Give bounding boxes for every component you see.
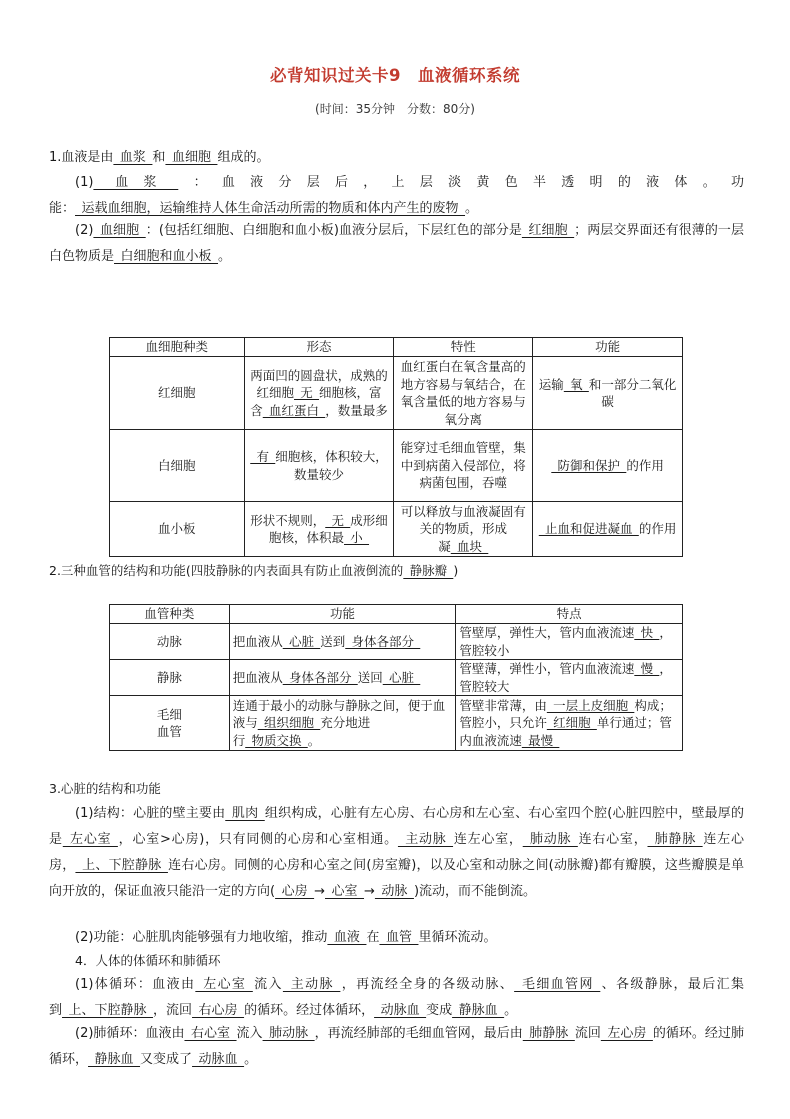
answer-blank: 动脉 [374, 884, 414, 899]
cell-type: 红细胞 [110, 357, 245, 430]
text-segment: 管壁厚，弹性大，管内血液流速 [459, 625, 635, 640]
text-segment: )流动，而不能倒流。 [413, 884, 537, 899]
answer-blank: 上、下腔静脉 [62, 1003, 154, 1018]
answer-blank: 心室 [325, 884, 365, 899]
cell-feature [394, 502, 533, 557]
text-segment: (1) [75, 175, 94, 190]
vessel-feature [456, 624, 683, 660]
answer-blank: 肺静脉 [522, 1026, 575, 1041]
text-segment: ：血液分层后，上层淡黄色半透明的液体。功能： [49, 175, 744, 216]
answer-blank: 毛细血管网 [514, 977, 601, 992]
table2-row-capillary [110, 696, 683, 751]
text-segment: 。 [307, 732, 321, 748]
text-segment: 里循环流动。 [418, 930, 497, 945]
text-segment: 连右心房。同侧的心房和心室之间(房室瓣)，以及心室和动脉之间(动脉瓣)都有瓣膜，这些瓣膜是单向开放的，保证血液只能沿一定的方向( [49, 858, 744, 899]
answer-blank: 主动脉 [397, 832, 454, 847]
table2-header-cell: 血管种类 [110, 605, 230, 624]
answer-blank: 动脉血 [192, 1052, 245, 1067]
answer-blank: 血浆 [113, 150, 153, 165]
text-segment: ，数量最多 [325, 402, 388, 418]
table1-header [110, 338, 683, 357]
text-segment: 连右心室， [577, 832, 648, 847]
table2-row-artery [110, 624, 683, 660]
answer-blank: 红细胞 [546, 715, 597, 731]
table1-row-red-cell [110, 357, 683, 430]
answer-blank: 心脏 [282, 633, 321, 649]
answer-blank: 肺动脉 [522, 832, 578, 847]
text-segment: 、各级静脉，最后汇集到 [49, 977, 744, 1018]
text-segment: → [314, 884, 325, 899]
answer-blank: 氧 [563, 376, 589, 392]
answer-blank: 身体各部分 [282, 669, 358, 685]
answer-blank: 无 [294, 385, 320, 401]
answer-blank: 心脏 [382, 669, 421, 685]
text-segment: 把血液从 [232, 669, 283, 685]
text-segment: ；两层交界面还有很薄的一层白色物质是 [49, 223, 744, 264]
table2-row-vein [110, 660, 683, 696]
cell-shape [244, 357, 394, 430]
table1-header-cell: 血细胞种类 [110, 338, 245, 357]
q2-line [49, 558, 744, 584]
vessel-feature [456, 660, 683, 696]
cell-type: 白细胞 [110, 430, 245, 502]
answer-blank: 肌肉 [225, 806, 265, 821]
text-segment: 。 [504, 1003, 518, 1018]
text-segment: 管壁薄，弹性小，管内血液流速 [459, 661, 635, 676]
blood-cell-table [109, 337, 683, 557]
answer-blank: 物质交换 [245, 732, 308, 748]
answer-blank: 左心室 [62, 832, 118, 847]
answer-blank: 最慢 [521, 732, 560, 748]
cell-function [533, 357, 683, 430]
text-segment: ：(包括红细胞、白细胞和血小板)血液分层后，下层红色的部分是 [145, 223, 522, 238]
text-segment: 送到 [320, 633, 346, 649]
table2-header-cell: 功能 [229, 605, 456, 624]
text-segment: (1)结构：心脏的壁主要由 [75, 806, 226, 821]
answer-blank: 主动脉 [282, 977, 341, 992]
answer-blank: 动脉血 [374, 1003, 427, 1018]
text-segment: ) [453, 563, 459, 578]
answer-blank: 慢 [634, 661, 660, 676]
cell-feature: 能穿过毛细血管壁，集中到病菌入侵部位，将病菌包围，吞噬 [394, 430, 533, 502]
cell-shape [244, 502, 394, 557]
q4-sub2 [49, 1021, 744, 1073]
vessel-type: 毛细 血管 [110, 696, 230, 751]
answer-blank: 右心室 [184, 1026, 237, 1041]
page-subtitle: (时间：35分钟 分数：80分) [315, 102, 475, 116]
text-segment: 流回 [574, 1026, 601, 1041]
text-segment: 。 [218, 249, 232, 264]
cell-function [533, 502, 683, 557]
text-segment: ，管腔较小 [459, 625, 672, 658]
answer-blank: 白细胞和血小板 [114, 249, 219, 264]
answer-blank: 血细胞 [165, 150, 218, 165]
text-segment: (2) [75, 223, 94, 238]
text-segment: 连左心房， [49, 832, 744, 873]
cell-feature: 血红蛋白在氧含量高的地方容易与氧结合，在氧含量低的地方容易与氧分离 [394, 357, 533, 430]
table1-header-cell: 功能 [533, 338, 683, 357]
text-segment: 细胞核，富含 [250, 385, 382, 418]
answer-blank: 血浆 [93, 175, 179, 190]
text-segment: 管壁非常薄，由 [459, 697, 547, 713]
text-segment: 两面凹的圆盘状，成熟的红细胞 [250, 367, 388, 401]
text-segment: 组成的。 [217, 150, 270, 165]
answer-blank: 一层上皮细胞 [546, 697, 635, 713]
answer-blank: 有 [250, 449, 276, 464]
text-segment: 流入 [252, 977, 283, 992]
vessel-function [229, 696, 456, 751]
text-segment: 形状不规则， [250, 512, 326, 528]
page-title: 必背知识过关卡9 血液循环系统 [270, 66, 520, 85]
q3-sub1 [49, 801, 744, 905]
answer-blank: 运载血细胞，运输维持人体生命活动所需的物质和体内产生的废物 [75, 201, 466, 216]
text-segment: ，再流经肺部的毛细血管网，最后由 [314, 1026, 523, 1041]
text-segment: 的循环。经过体循环， [244, 1003, 375, 1018]
answer-blank: 血红蛋白 [262, 402, 326, 418]
cell-type: 血小板 [110, 502, 245, 557]
text-segment: 构成；管腔小，只允许 [459, 697, 672, 731]
table1-row-platelet [110, 502, 683, 557]
text-segment: 充分地进行 [232, 715, 371, 748]
answer-blank: 血块 [450, 538, 489, 554]
text-segment: 的作用 [638, 521, 677, 537]
text-segment: (1)体循环：血液由 [75, 977, 196, 992]
answer-blank: 小 [344, 530, 370, 545]
text-segment: 连左心室， [453, 832, 523, 847]
answer-blank: 静脉血 [88, 1052, 141, 1067]
text-segment: ，管腔较大 [459, 661, 672, 694]
text-segment: ，再流经全身的各级动脉、 [340, 977, 515, 992]
q4-sub1 [49, 972, 744, 1024]
q1-sub2 [49, 218, 744, 270]
answer-blank: 身体各部分 [345, 633, 421, 649]
text-segment: 1.血液是由 [49, 150, 114, 165]
text-segment: 2.三种血管的结构和功能(四肢静脉的内表面具有防止血液倒流的 [49, 563, 404, 578]
text-segment: 送回 [357, 669, 383, 685]
q1-sub1 [49, 170, 744, 222]
text-segment: ，心室>心房)，只有同侧的心房和心室相通。 [117, 832, 398, 847]
text-segment: 的作用 [626, 457, 664, 473]
answer-blank: 红细胞 [521, 223, 575, 238]
answer-blank: 上、下腔静脉 [75, 858, 168, 873]
text-segment: 把血液从 [232, 633, 283, 649]
q4-title: 4．人体的体循环和肺循环 [75, 953, 221, 968]
text-segment: ，流回 [153, 1003, 193, 1018]
text-segment: 。 [244, 1052, 258, 1067]
answer-blank: 左心房 [600, 1026, 653, 1041]
q1-line [49, 145, 744, 171]
vessel-type: 静脉 [110, 660, 230, 696]
vessel-function [229, 624, 456, 660]
blood-vessel-table [109, 604, 683, 751]
answer-blank: 肺静脉 [647, 832, 703, 847]
table1-header-cell: 形态 [244, 338, 394, 357]
answer-blank: 血管 [379, 930, 419, 945]
answer-blank: 血细胞 [93, 223, 146, 238]
answer-blank: 组织细胞 [257, 715, 321, 731]
vessel-function [229, 660, 456, 696]
text-segment: 又变成了 [140, 1052, 193, 1067]
answer-blank: 快 [634, 625, 660, 640]
answer-blank: 心房 [275, 884, 315, 899]
answer-blank: 静脉血 [452, 1003, 505, 1018]
text-segment: 变成 [426, 1003, 453, 1018]
answer-blank: 防御和保护 [551, 457, 627, 473]
table1-row-white-cell [110, 430, 683, 502]
text-segment: 可以释放与血液凝固有关的物质，形成凝 [400, 503, 526, 554]
text-segment: 和 [152, 150, 166, 165]
text-segment: 单行通过；管内血液流速 [459, 715, 672, 748]
vessel-type: 动脉 [110, 624, 230, 660]
table2-header [110, 605, 683, 624]
text-segment: 成形细胞核，体积最 [269, 512, 388, 545]
text-segment: 和一部分二氧化碳 [588, 376, 677, 409]
cell-shape [244, 430, 394, 502]
q3-title: 3.心脏的结构和功能 [49, 781, 161, 796]
cell-function [533, 430, 683, 502]
text-segment: (2)功能：心脏肌肉能够强有力地收缩，推动 [75, 930, 328, 945]
answer-blank: 肺动脉 [262, 1026, 315, 1041]
table1-header-cell: 特性 [394, 338, 533, 357]
text-segment: 连通于最小的动脉与静脉之间，便于血液与 [232, 697, 446, 731]
text-segment: → [364, 884, 375, 899]
vessel-feature [456, 696, 683, 751]
text-segment: 的循环。经过肺循环， [49, 1026, 744, 1067]
answer-blank: 止血和促进凝血 [538, 521, 639, 537]
table2-header-cell: 特点 [456, 605, 683, 624]
answer-blank: 血液 [327, 930, 367, 945]
text-segment: 在 [366, 930, 380, 945]
answer-blank: 静脉瓣 [403, 563, 454, 578]
text-segment: 。 [465, 201, 479, 216]
answer-blank: 右心房 [192, 1003, 245, 1018]
answer-blank: 左心室 [195, 977, 253, 992]
text-segment: (2)肺循环：血液由 [75, 1026, 185, 1041]
answer-blank: 无 [325, 512, 351, 528]
text-segment: 组织构成，心脏有左心房、右心房和左心室、右心室四个腔(心脏四腔中，壁最厚的是 [49, 806, 744, 847]
text-segment: 流入 [236, 1026, 263, 1041]
text-segment: 运输 [538, 376, 564, 392]
text-segment: 细胞核，体积较大，数量较少 [275, 449, 388, 482]
